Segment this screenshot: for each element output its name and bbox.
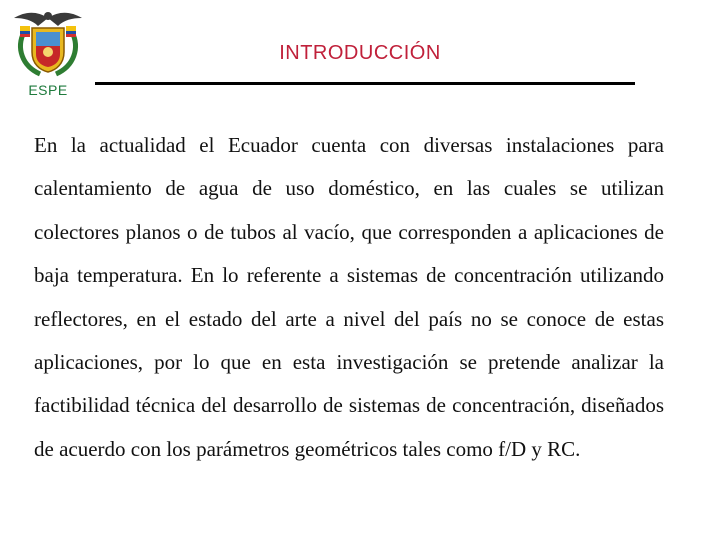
intro-paragraph: En la actualidad el Ecuador cuenta con diversas instalaciones para calentamiento de agua de uso doméstico, en las cuales se utilizan colectores planos o de tubos al vacío, que corresponden a aplicaciones de baja temperatura. En lo referente a sistemas de concentración utilizando reflectores, en el estado del arte a nivel del país no se conoce de estas aplicaciones, por lo que en esta investigación se pretende analizar la factibilidad técnica del desarrollo de sistemas de concentración, diseñados de acuerdo con los parámetros geométricos tales como f/D y RC. (34, 133, 664, 461)
title-divider (95, 82, 635, 85)
coat-of-arms-icon (10, 6, 86, 80)
espe-logo (6, 6, 86, 96)
logo-label: ESPE (28, 82, 68, 98)
page-title: INTRODUCCIÓN (279, 42, 441, 64)
